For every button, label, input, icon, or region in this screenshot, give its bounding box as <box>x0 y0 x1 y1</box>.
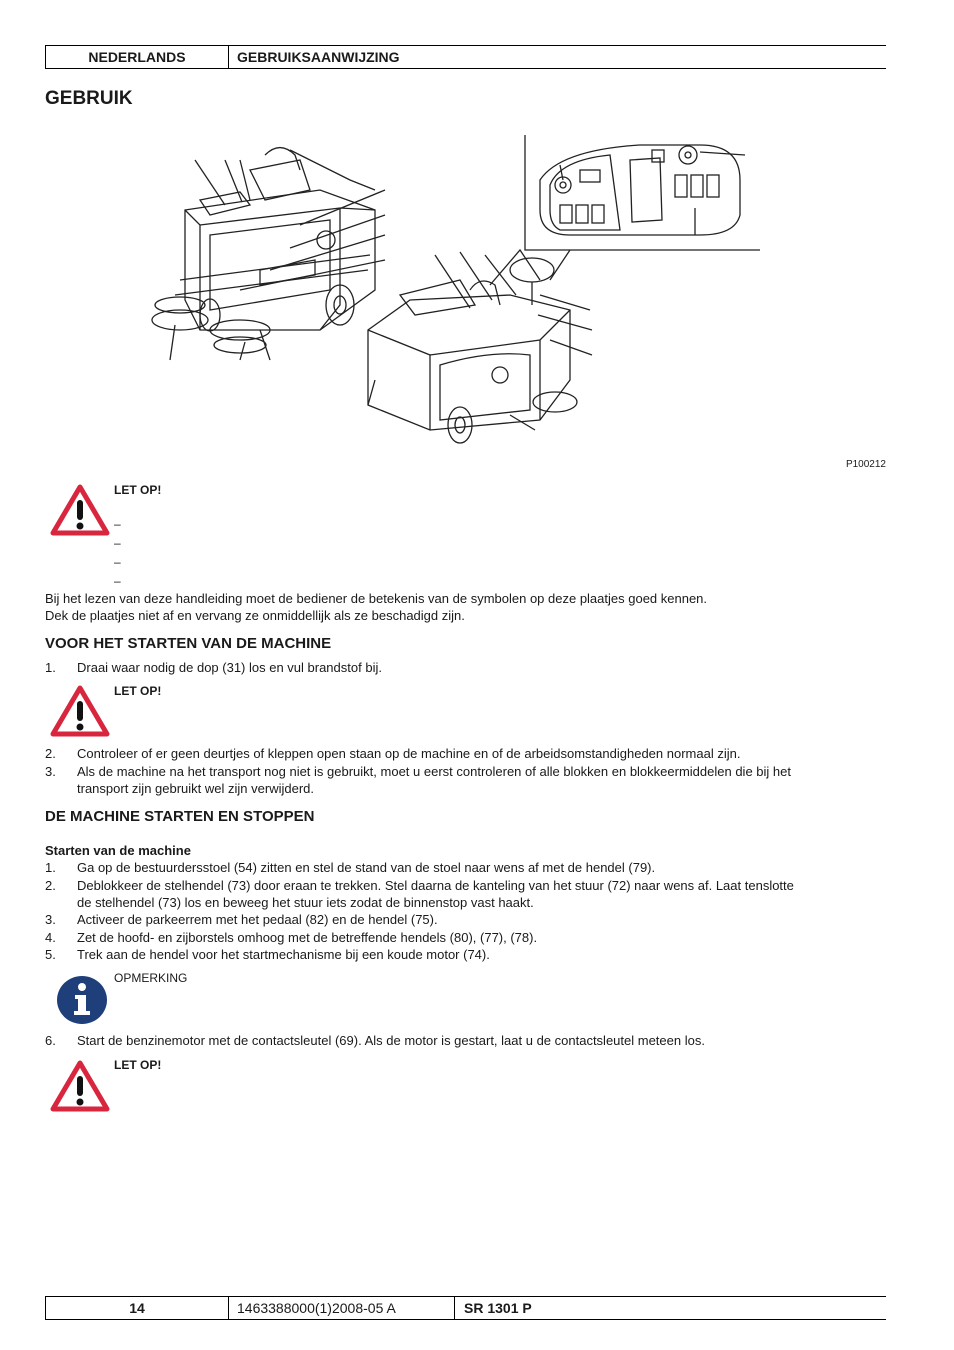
step-number: 6. <box>45 1033 56 1048</box>
step-text: Trek aan de hendel voor het startmechanisme bij een koude motor (74). <box>77 947 490 962</box>
step-number: 3. <box>45 912 56 927</box>
step-text-continued: transport zijn gebruikt wel zijn verwijderd. <box>77 781 314 796</box>
warning-triangle-icon <box>50 484 110 536</box>
warning-dash-list <box>114 515 121 591</box>
sweeper-machine-rear-illustration <box>368 250 592 443</box>
step-text: Controleer of er geen deurtjes of kleppen open staan op de machine en of de arbeidsomstandigheden normaal zijn. <box>77 746 741 761</box>
control-panel-illustration <box>525 135 760 280</box>
figure-code: P100212 <box>845 459 886 470</box>
footer-doc-cell <box>228 1296 455 1320</box>
intro-line: Bij het lezen van deze handleiding moet de bediener de betekenis van de symbolen op deze plaatjes goed kennen. <box>45 591 708 606</box>
footer-model: SR 1301 P <box>464 1300 532 1316</box>
warning-dash: – <box>114 536 121 550</box>
step-text: Als de machine na het transport nog niet is gebruikt, moet u eerst controleren of alle blokken en blokkeermiddelen die bij het <box>77 764 791 779</box>
step-number: 5. <box>45 947 56 962</box>
section-heading: VOOR HET STARTEN VAN DE MACHINE <box>45 635 332 652</box>
header-doctype-cell <box>228 45 886 69</box>
warning-dash: – <box>114 555 121 569</box>
step-text: Deblokkeer de stelhendel (73) door eraan te trekken. Stel daarna de kanteling van het stuur (72) naar wens af. Laat tenslotte <box>77 878 794 893</box>
step-text: Zet de hoofd- en zijborstels omhoog met de betreffende hendels (80), (77), (78). <box>77 930 538 945</box>
step-number: 3. <box>45 764 56 779</box>
note-label: OPMERKING <box>114 971 188 985</box>
step-number: 4. <box>45 930 56 945</box>
machine-figure <box>140 130 780 450</box>
header-language-cell <box>45 45 229 69</box>
header-doctype: GEBRUIKSAANWIJZING <box>237 49 400 65</box>
step-text-continued: de stelhendel (73) los en beweeg het stuur iets zodat de binnenstop vast haakt. <box>77 895 534 910</box>
step-number: 2. <box>45 746 56 761</box>
step-number: 2. <box>45 878 56 893</box>
footer-page-number: 14 <box>129 1300 145 1316</box>
warning-triangle-icon <box>50 685 110 737</box>
footer-model-cell <box>455 1296 886 1320</box>
step-text: Draai waar nodig de dop (31) los en vul brandstof bij. <box>77 660 382 675</box>
step-text: Activeer de parkeerrem met het pedaal (82) en de hendel (75). <box>77 912 438 927</box>
header-language: NEDERLANDS <box>88 49 186 65</box>
footer-doc-code: 1463388000(1)2008-05 A <box>237 1300 396 1316</box>
subheading: Starten van de machine <box>45 843 191 858</box>
warning-triangle-icon <box>50 1060 110 1112</box>
step-text: Start de benzinemotor met de contactsleutel (69). Als de motor is gestart, laat u de contactsleutel meteen los. <box>77 1033 705 1048</box>
info-icon <box>52 974 112 1026</box>
footer-page-cell <box>45 1296 229 1320</box>
warning-label: LET OP! <box>114 483 162 497</box>
step-number: 1. <box>45 860 56 875</box>
warning-label: LET OP! <box>114 1058 162 1072</box>
intro-line: Dek de plaatjes niet af en vervang ze onmiddellijk als ze beschadigd zijn. <box>45 608 465 623</box>
warning-dash: – <box>114 574 121 588</box>
page-title: GEBRUIK <box>45 88 133 109</box>
step-number: 1. <box>45 660 56 675</box>
section-heading: DE MACHINE STARTEN EN STOPPEN <box>45 808 315 825</box>
sweeper-machine-front-illustration <box>152 148 385 361</box>
step-text: Ga op de bestuurdersstoel (54) zitten en stel de stand van de stoel naar wens af met de hendel (79). <box>77 860 656 875</box>
warning-label: LET OP! <box>114 684 162 698</box>
warning-dash: – <box>114 517 121 531</box>
